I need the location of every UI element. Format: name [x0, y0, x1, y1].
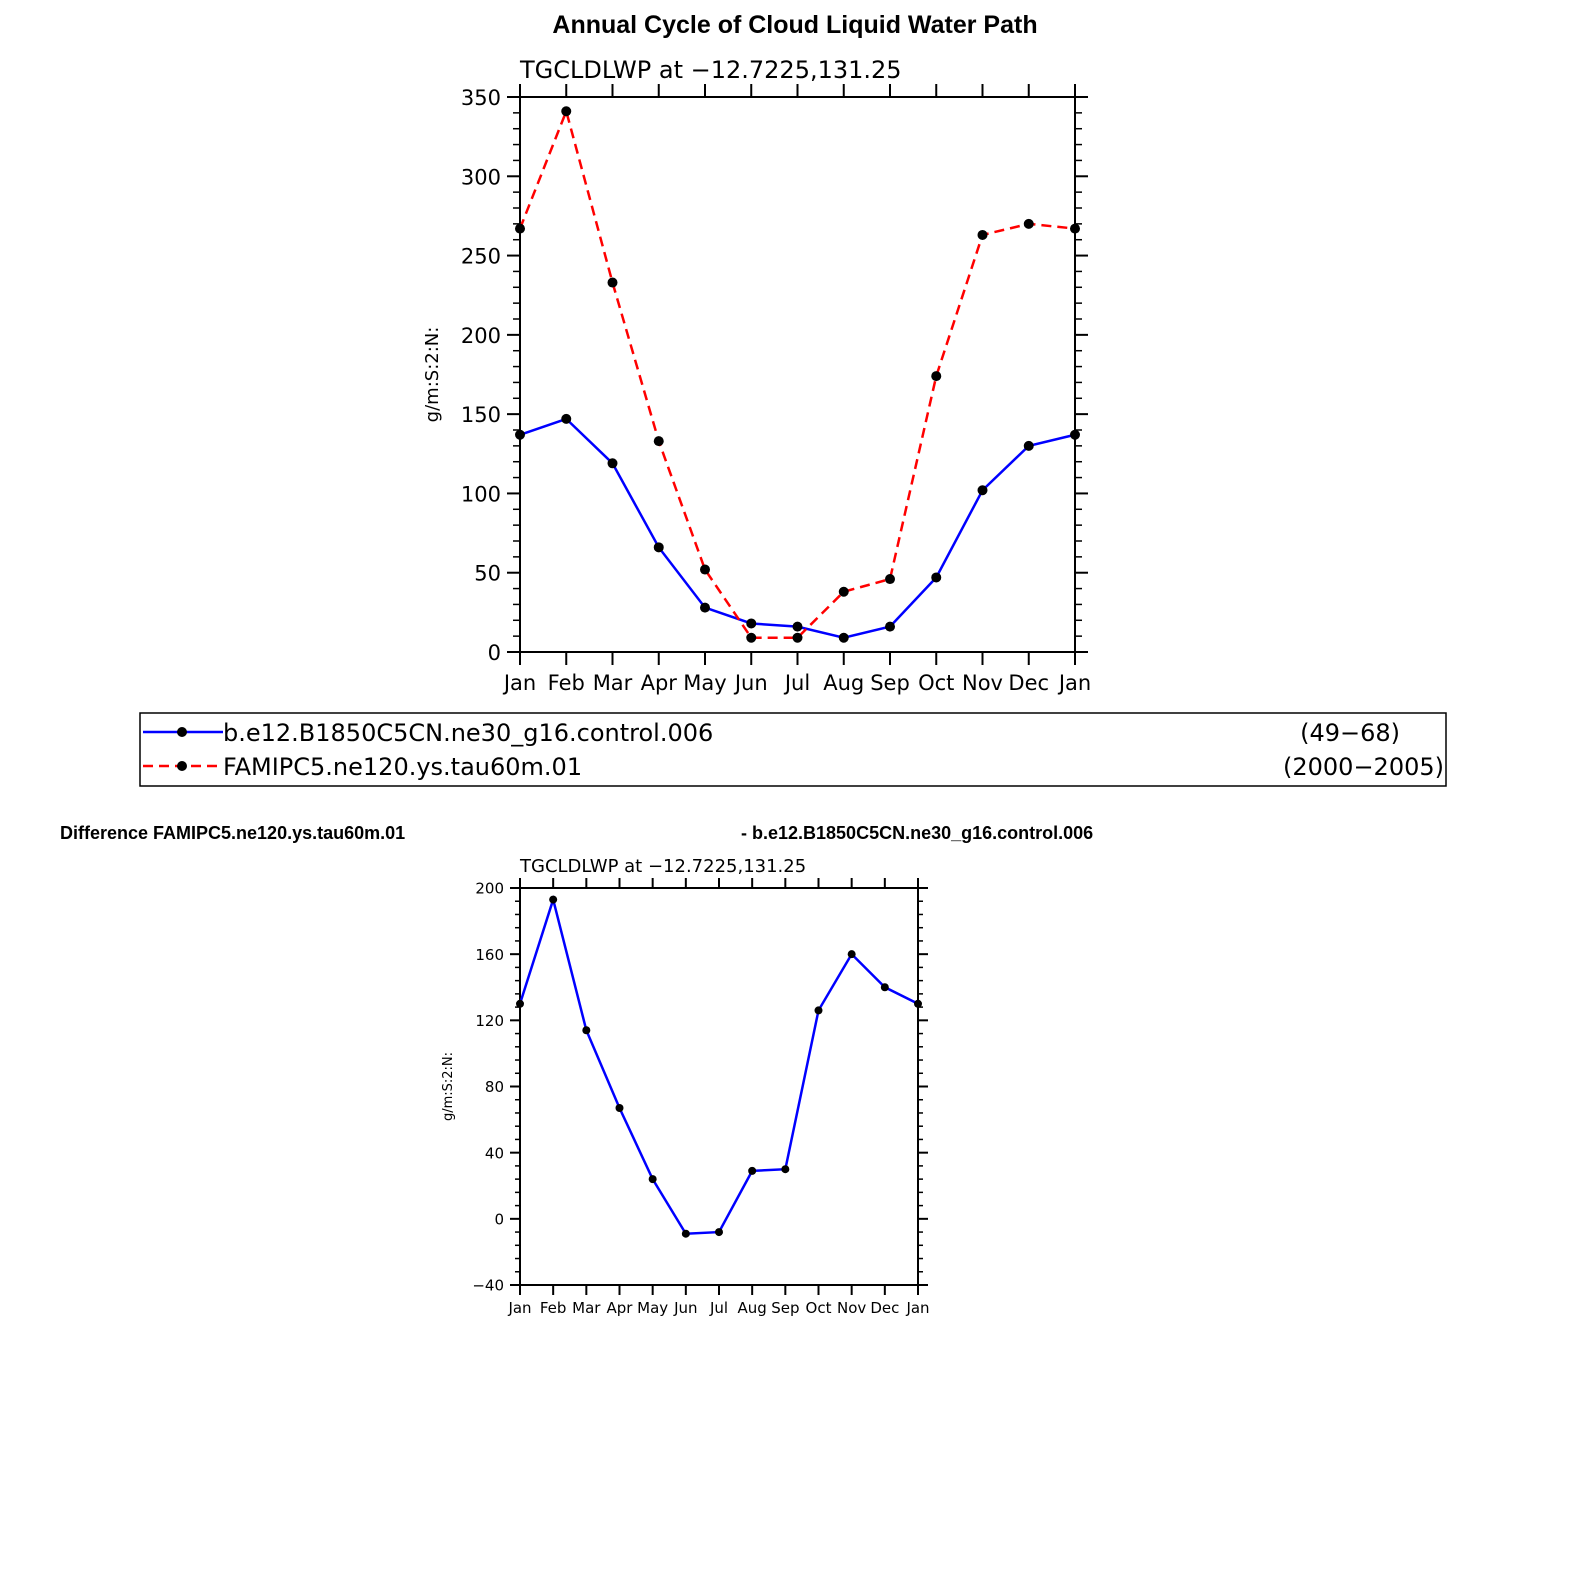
y-tick-label: 300	[460, 165, 501, 190]
y-tick-label: 200	[460, 323, 501, 348]
y-tick-label: 160	[475, 945, 504, 964]
plot-frame	[520, 888, 918, 1285]
y-tick-label: 200	[475, 879, 504, 898]
legend-period-famip: (2000−2005)	[1283, 753, 1444, 781]
x-tick-label: Jul	[784, 671, 811, 696]
data-point	[848, 950, 856, 958]
data-point	[978, 485, 988, 495]
x-tick-label: Apr	[640, 671, 677, 696]
x-tick-label: Feb	[547, 671, 585, 696]
data-point	[815, 1006, 823, 1014]
data-point	[516, 1000, 524, 1008]
x-tick-label: Jun	[734, 671, 768, 696]
data-point	[700, 565, 710, 575]
legend-label-famip: FAMIPC5.ne120.ys.tau60m.01	[223, 753, 583, 781]
x-tick-label: Jul	[709, 1299, 729, 1317]
x-tick-label: Mar	[572, 1299, 601, 1317]
data-point	[978, 230, 988, 240]
x-tick-label: Mar	[592, 671, 633, 696]
data-point	[649, 1175, 657, 1183]
data-point	[881, 983, 889, 991]
x-tick-label: Aug	[737, 1299, 767, 1317]
data-point	[746, 633, 756, 643]
y-tick-label: 150	[460, 403, 501, 428]
legend-marker-famip	[177, 761, 187, 771]
data-point	[515, 224, 525, 234]
data-point	[746, 618, 756, 628]
x-tick-label: Jan	[508, 1299, 532, 1317]
x-tick-label: Sep	[870, 671, 910, 696]
diff-title-right: - b.e12.B1850C5CN.ne30_g16.control.006	[741, 823, 1094, 843]
difference-chart	[441, 856, 930, 1317]
data-point	[839, 587, 849, 597]
x-tick-label: Nov	[837, 1299, 867, 1317]
data-point	[616, 1104, 624, 1112]
data-point	[582, 1026, 590, 1034]
series-line-0	[520, 419, 1075, 638]
page-title: Annual Cycle of Cloud Liquid Water Path	[552, 11, 1038, 39]
x-tick-label: Oct	[805, 1299, 832, 1317]
x-tick-label: May	[637, 1299, 669, 1317]
plot-frame	[520, 97, 1075, 652]
x-tick-label: Jun	[674, 1299, 698, 1317]
x-tick-label: Feb	[539, 1299, 567, 1317]
data-point	[839, 633, 849, 643]
series-line-1	[520, 111, 1075, 637]
x-tick-label: Oct	[918, 671, 955, 696]
y-axis-label: g/m:S:2:N:	[422, 326, 443, 423]
x-tick-label: Sep	[771, 1299, 800, 1317]
y-tick-label: 80	[484, 1078, 504, 1097]
y-tick-label: 100	[460, 482, 501, 507]
x-tick-label: Dec	[870, 1299, 900, 1317]
y-tick-label: 250	[460, 244, 501, 269]
data-point	[793, 622, 803, 632]
y-tick-label: 0	[494, 1210, 504, 1229]
data-point	[608, 458, 618, 468]
data-point	[885, 622, 895, 632]
data-point	[561, 414, 571, 424]
data-point	[561, 106, 571, 116]
chart-subtitle: TGCLDLWP at −12.7225,131.25	[520, 856, 807, 877]
series-line-0	[520, 900, 918, 1234]
x-tick-label: Jan	[503, 671, 537, 696]
y-tick-label: 0	[487, 640, 501, 665]
data-point	[700, 603, 710, 613]
x-tick-label: Jan	[1058, 671, 1092, 696]
data-point	[715, 1228, 723, 1236]
legend-marker-control	[177, 727, 187, 737]
legend	[140, 713, 1446, 786]
x-tick-label: Jan	[906, 1299, 930, 1317]
data-point	[608, 278, 618, 288]
legend-period-control: (49−68)	[1300, 719, 1400, 747]
data-point	[931, 572, 941, 582]
cycle-chart	[422, 56, 1091, 695]
data-point	[1024, 219, 1034, 229]
data-point	[931, 371, 941, 381]
data-point	[515, 430, 525, 440]
data-point	[1070, 224, 1080, 234]
y-axis-label: g/m:S:2:N:	[441, 1051, 456, 1122]
data-point	[781, 1165, 789, 1173]
x-tick-label: Apr	[606, 1299, 633, 1317]
data-point	[682, 1230, 690, 1238]
data-point	[914, 1000, 922, 1008]
x-tick-label: Nov	[962, 671, 1003, 696]
diff-title-left: Difference FAMIPC5.ne120.ys.tau60m.01	[60, 823, 406, 843]
chart-subtitle: TGCLDLWP at −12.7225,131.25	[520, 56, 902, 84]
y-tick-label: 120	[475, 1012, 504, 1031]
data-point	[793, 633, 803, 643]
data-point	[654, 542, 664, 552]
x-tick-label: May	[683, 671, 727, 696]
data-point	[549, 896, 557, 904]
legend-label-control: b.e12.B1850C5CN.ne30_g16.control.006	[223, 719, 714, 747]
x-tick-label: Aug	[823, 671, 865, 696]
data-point	[654, 436, 664, 446]
y-tick-label: 350	[460, 85, 501, 110]
x-tick-label: Dec	[1008, 671, 1050, 696]
y-tick-label: 50	[474, 561, 501, 586]
y-tick-label: −40	[472, 1276, 504, 1295]
data-point	[1070, 430, 1080, 440]
data-point	[748, 1167, 756, 1175]
data-point	[1024, 441, 1034, 451]
y-tick-label: 40	[484, 1144, 504, 1163]
data-point	[885, 574, 895, 584]
